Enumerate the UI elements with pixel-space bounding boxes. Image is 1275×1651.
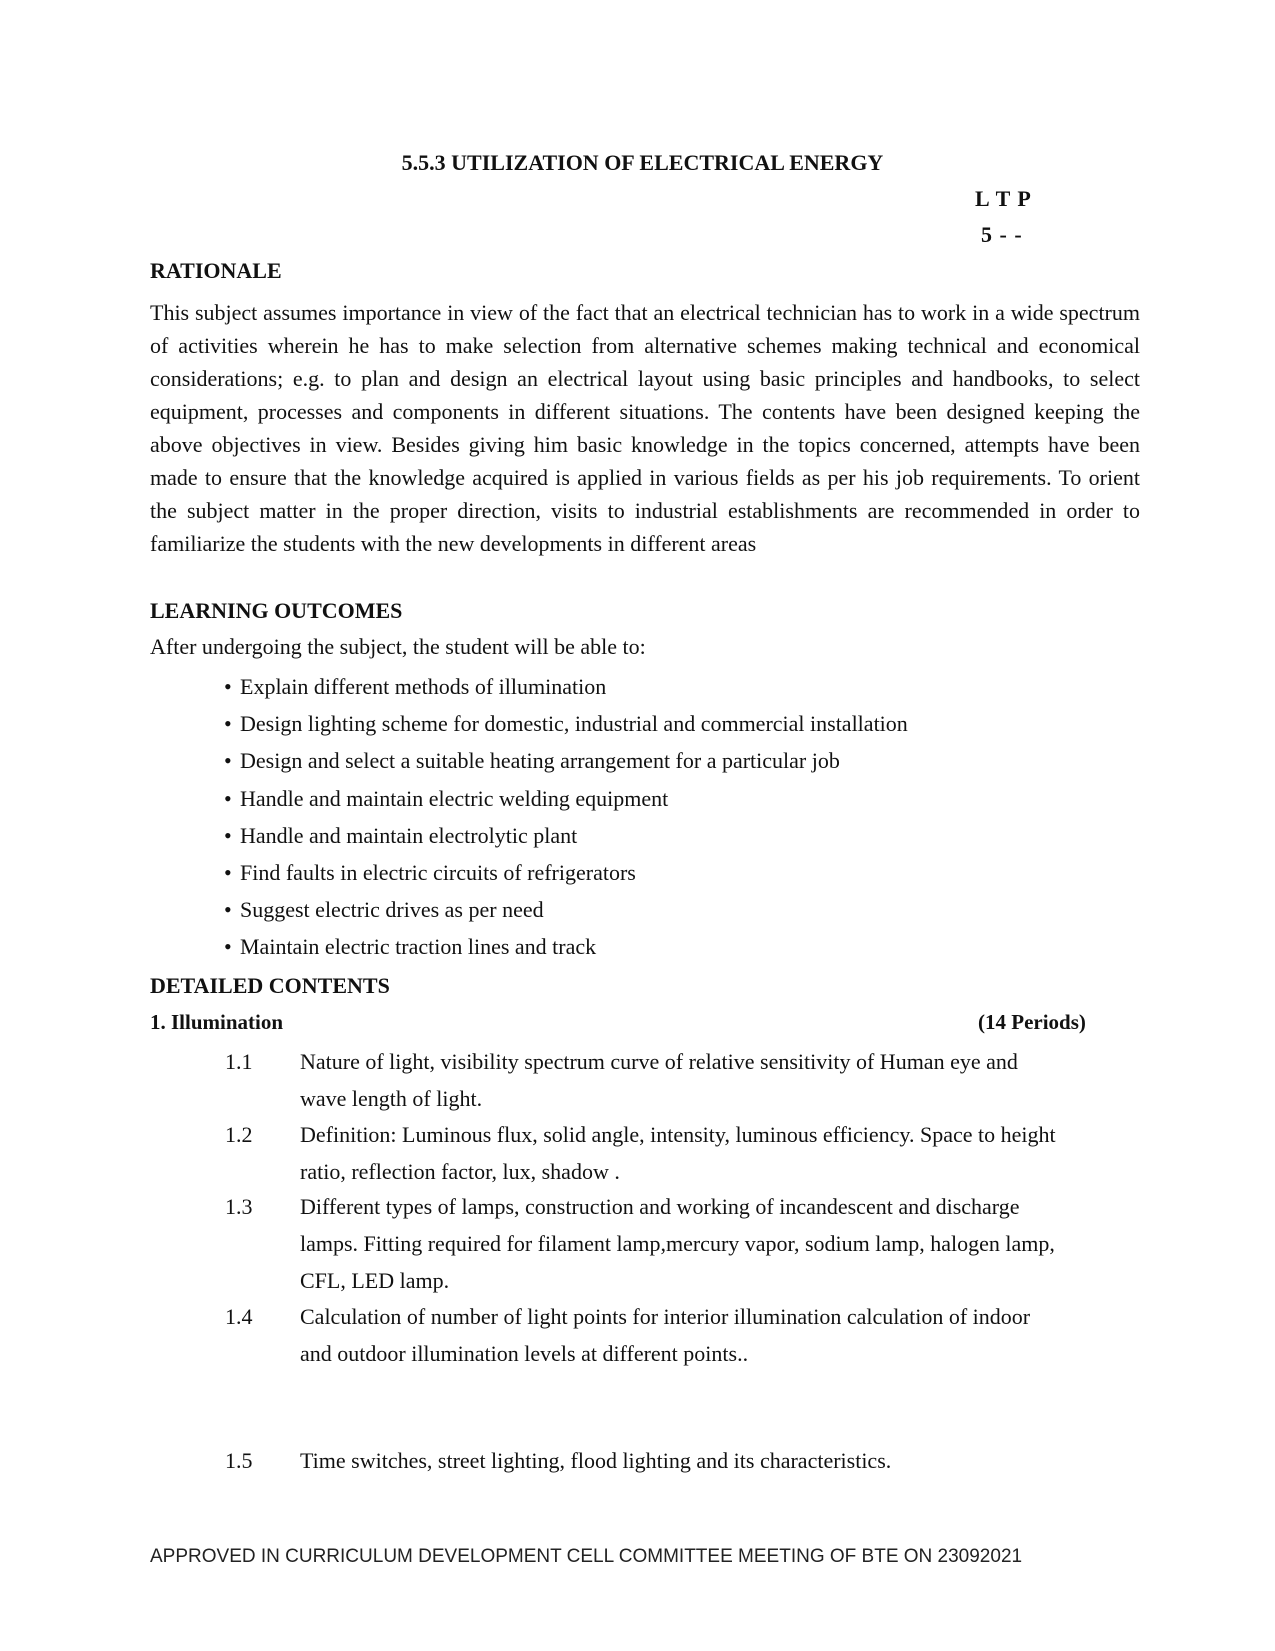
item-number: 1.4: [225, 1304, 253, 1329]
bullet-icon: •: [224, 748, 232, 774]
list-item: [224, 928, 908, 965]
ltp-values: 5 - -: [981, 222, 1023, 247]
item-number: 1.5: [225, 1448, 253, 1473]
outcome-text: Design lighting scheme for domestic, industrial and commercial installation: [240, 711, 908, 737]
item-text: Calculation of number of light points for interior illumination calculation of indoor and outdoor illumination levels at different points..: [300, 1304, 1031, 1366]
bullet-icon: •: [224, 934, 232, 960]
list-item: [224, 854, 908, 891]
item-number: 1.3: [225, 1194, 253, 1219]
item-text: Different types of lamps, construction and working of incandescent and discharge lamps. Fitting required for filament lamp,mercury vapor, sodium lamp, halogen lamp, CFL, LED lamp.: [300, 1194, 1055, 1293]
outcome-text: Suggest electric drives as per need: [240, 897, 544, 923]
bullet-icon: •: [224, 822, 232, 848]
outcome-text: Handle and maintain electrolytic plant: [240, 822, 578, 848]
rationale-heading: RATIONALE: [150, 258, 282, 283]
list-item: [224, 891, 908, 928]
learning-outcomes-intro: After undergoing the subject, the student will be able to:: [150, 634, 646, 659]
bullet-icon: •: [224, 859, 232, 885]
document-title: 5.5.3 UTILIZATION OF ELECTRICAL ENERGY: [401, 150, 884, 175]
outcome-text: Maintain electric traction lines and track: [240, 934, 597, 960]
rationale-text: This subject assumes importance in view of the fact that an electrical technician has to work in a wide spectrum of activities wherein he has to make selection from alternative schemes making technical and economical considerations; e.g. to plan and design an electrical layout using basic principles and handbooks, to select equipment, processes and components in different situations. The contents have been designed keeping the above objectives in view. Besides giving him basic knowledge in the topics concerned, attempts have been made to ensure that the knowledge acquired is applied in various fields as per his job requirements. To orient the subject matter in the proper direction, visits to industrial establishments are recommended in order to familiarize the students with the new developments in different areas: [150, 300, 1140, 556]
list-item: [224, 668, 908, 705]
outcome-text: Explain different methods of illumination: [240, 674, 607, 699]
section-periods: (14 Periods): [978, 1010, 1086, 1034]
list-item: [224, 817, 908, 854]
bullet-icon: •: [224, 897, 232, 923]
list-item: [224, 780, 908, 817]
list-item: [224, 742, 908, 779]
list-item: [224, 705, 908, 742]
bullet-icon: •: [224, 711, 232, 737]
item-number: 1.2: [225, 1122, 253, 1147]
item-text: Definition: Luminous flux, solid angle, intensity, luminous efficiency. Space to height ratio, reflection factor, lux, shadow .: [300, 1122, 1056, 1184]
ltp-header: L T P: [975, 186, 1032, 211]
page-footer: APPROVED IN CURRICULUM DEVELOPMENT CELL COMMITTEE MEETING OF BTE ON 23092021: [150, 1546, 1023, 1567]
outcome-text: Design and select a suitable heating arrangement for a particular job: [240, 748, 840, 774]
item-text: Nature of light, visibility spectrum curve of relative sensitivity of Human eye and wave length of light.: [300, 1049, 1018, 1111]
section-title: 1. Illumination: [150, 1010, 284, 1034]
learning-outcomes-list: [224, 668, 908, 966]
outcome-text: Find faults in electric circuits of refrigerators: [240, 859, 636, 885]
learning-outcomes-heading: LEARNING OUTCOMES: [150, 598, 403, 623]
bullet-icon: •: [224, 785, 232, 811]
outcome-text: Handle and maintain electric welding equipment: [240, 785, 669, 811]
item-text: Time switches, street lighting, flood lighting and its characteristics.: [300, 1448, 892, 1473]
detailed-contents-heading: DETAILED CONTENTS: [150, 973, 390, 998]
bullet-icon: •: [224, 674, 232, 699]
item-number: 1.1: [225, 1049, 253, 1074]
